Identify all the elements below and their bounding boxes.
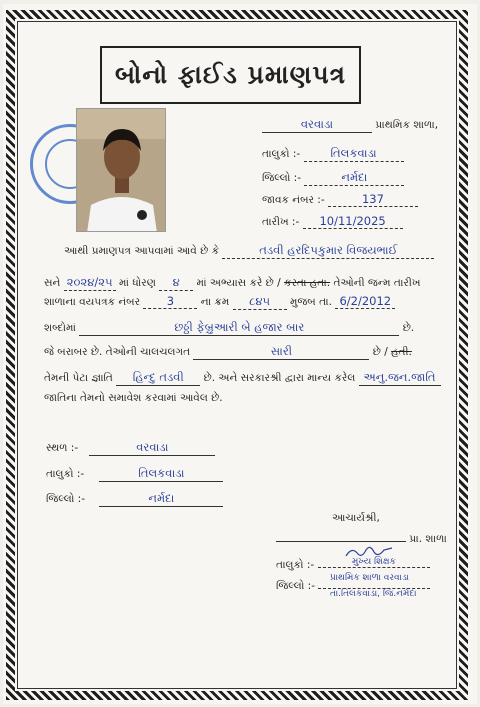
school-name-suffix: પ્રાથમિક શાળા, <box>375 119 439 131</box>
student-photo <box>76 108 166 232</box>
conduct-value: સારી <box>193 344 369 360</box>
footer-district-label: જિલ્લો :- <box>46 493 85 505</box>
body-line-4-suffix: છે. <box>402 322 415 334</box>
footer-taluka-value: તિલકવાડા <box>99 466 223 482</box>
body-line-4-prefix: શબ્દોમાં <box>44 322 76 334</box>
outward-number-value: 137 <box>328 192 418 207</box>
body-line-2-suffix-b: તેઓની જન્મ તારીખ <box>333 277 421 289</box>
principal-taluka-label: તાલુકો :- <box>276 559 315 571</box>
body-line-3-suffix: મુજબ તા. <box>289 296 332 308</box>
place-label: સ્થળ :- <box>46 442 79 454</box>
body-line-2-prefix: સને <box>44 277 61 289</box>
student-portrait-icon <box>77 109 166 232</box>
student-name: તડવી હરદિપકુમાર વિજયભાઈ <box>222 243 434 259</box>
body-line-5-struck: હતી. <box>391 346 412 358</box>
principal-stamp-line-1: મુખ્ય શિક્ષક <box>352 557 396 567</box>
certificate-title: બોનો ફાઈડ પ્રમાણપત્ર <box>100 46 361 104</box>
school-name-row <box>262 117 438 133</box>
principal-stamp-line-3: તા.તિલકવાડા, જિ.નર્મદા <box>330 589 417 599</box>
standard: ૪ <box>159 275 193 291</box>
body-line-1 <box>64 243 434 259</box>
principal-school-suffix: પ્રા. શાળા <box>409 533 447 545</box>
caste-category: અનુ.જન.જાતિ <box>359 370 441 386</box>
place-row <box>46 440 215 456</box>
footer-taluka-label: તાલુકો :- <box>46 468 85 480</box>
academic-year: ૨૦૨૪/૨૫ <box>64 275 116 291</box>
principal-title: આચાર્યશ્રી, <box>332 512 380 524</box>
body-line-4 <box>44 320 414 336</box>
school-district-row <box>262 170 404 186</box>
body-line-6-mid: છે. અને સરકારશ્રી દ્વારા માન્ય કરેલ <box>203 372 356 384</box>
body-line-6 <box>44 370 441 386</box>
issue-date-label: તારીખ :- <box>262 216 300 228</box>
place-value: વરવાડા <box>89 440 215 456</box>
school-taluka-label: તાલુકો :- <box>262 148 301 160</box>
body-line-5-prefix: જે બરાબર છે. તેઓની ચાલચલગત <box>44 346 191 358</box>
issue-date-row <box>262 214 403 229</box>
principal-stamp-line-2: પ્રાથમિક શાળા વરવાડા <box>330 573 410 583</box>
body-line-3-mid: ના ક્રમ <box>200 296 230 308</box>
sub-caste: હિન્દુ તડવી <box>116 370 200 386</box>
issue-date-value: 10/11/2025 <box>303 214 403 229</box>
footer-taluka-row <box>46 466 223 482</box>
body-line-1-prefix: આથી પ્રમાણપત્ર આપવામાં આવે છે કે <box>64 245 220 257</box>
principal-school-blank <box>276 541 406 542</box>
body-line-2-mid: માં ધોરણ <box>119 277 156 289</box>
body-line-5-suffix: છે / <box>372 346 388 358</box>
school-taluka-row <box>262 146 404 162</box>
body-line-7: જાતિના તેમનો સમાવેશ કરવામાં આવેલ છે. <box>44 392 223 404</box>
body-line-2-suffix-a: માં અભ્યાસ કરે છે / <box>196 277 281 289</box>
body-line-2 <box>44 275 420 291</box>
outward-number-label: જાવક નંબર :- <box>262 194 325 206</box>
birth-date-words: છઠ્ઠી ફેબ્રુઆરી બે હજાર બાર <box>79 320 399 336</box>
school-taluka-value: તિલકવાડા <box>304 146 404 162</box>
school-district-value: નર્મદા <box>304 170 404 186</box>
school-district-label: જિલ્લો :- <box>262 172 301 184</box>
body-line-2-struck: કરતા હતા. <box>284 277 331 289</box>
serial-number: ૮૪૫ <box>233 294 287 310</box>
body-line-3 <box>44 294 395 310</box>
footer-district-row <box>46 491 223 507</box>
outward-number-row <box>262 192 418 207</box>
body-line-3-prefix: શાળાના વયપત્રક નંબર <box>44 296 141 308</box>
principal-taluka-blank <box>318 567 430 568</box>
register-number: 3 <box>143 294 197 309</box>
school-name-value: વરવાડા <box>262 117 372 133</box>
birth-date: 6/2/2012 <box>335 294 395 309</box>
principal-district-label: જિલ્લો :- <box>276 580 315 592</box>
body-line-6-prefix: તેમની પેટા જ્ઞાતિ <box>44 372 113 384</box>
body-line-5 <box>44 344 412 360</box>
footer-district-value: નર્મદા <box>99 491 223 507</box>
